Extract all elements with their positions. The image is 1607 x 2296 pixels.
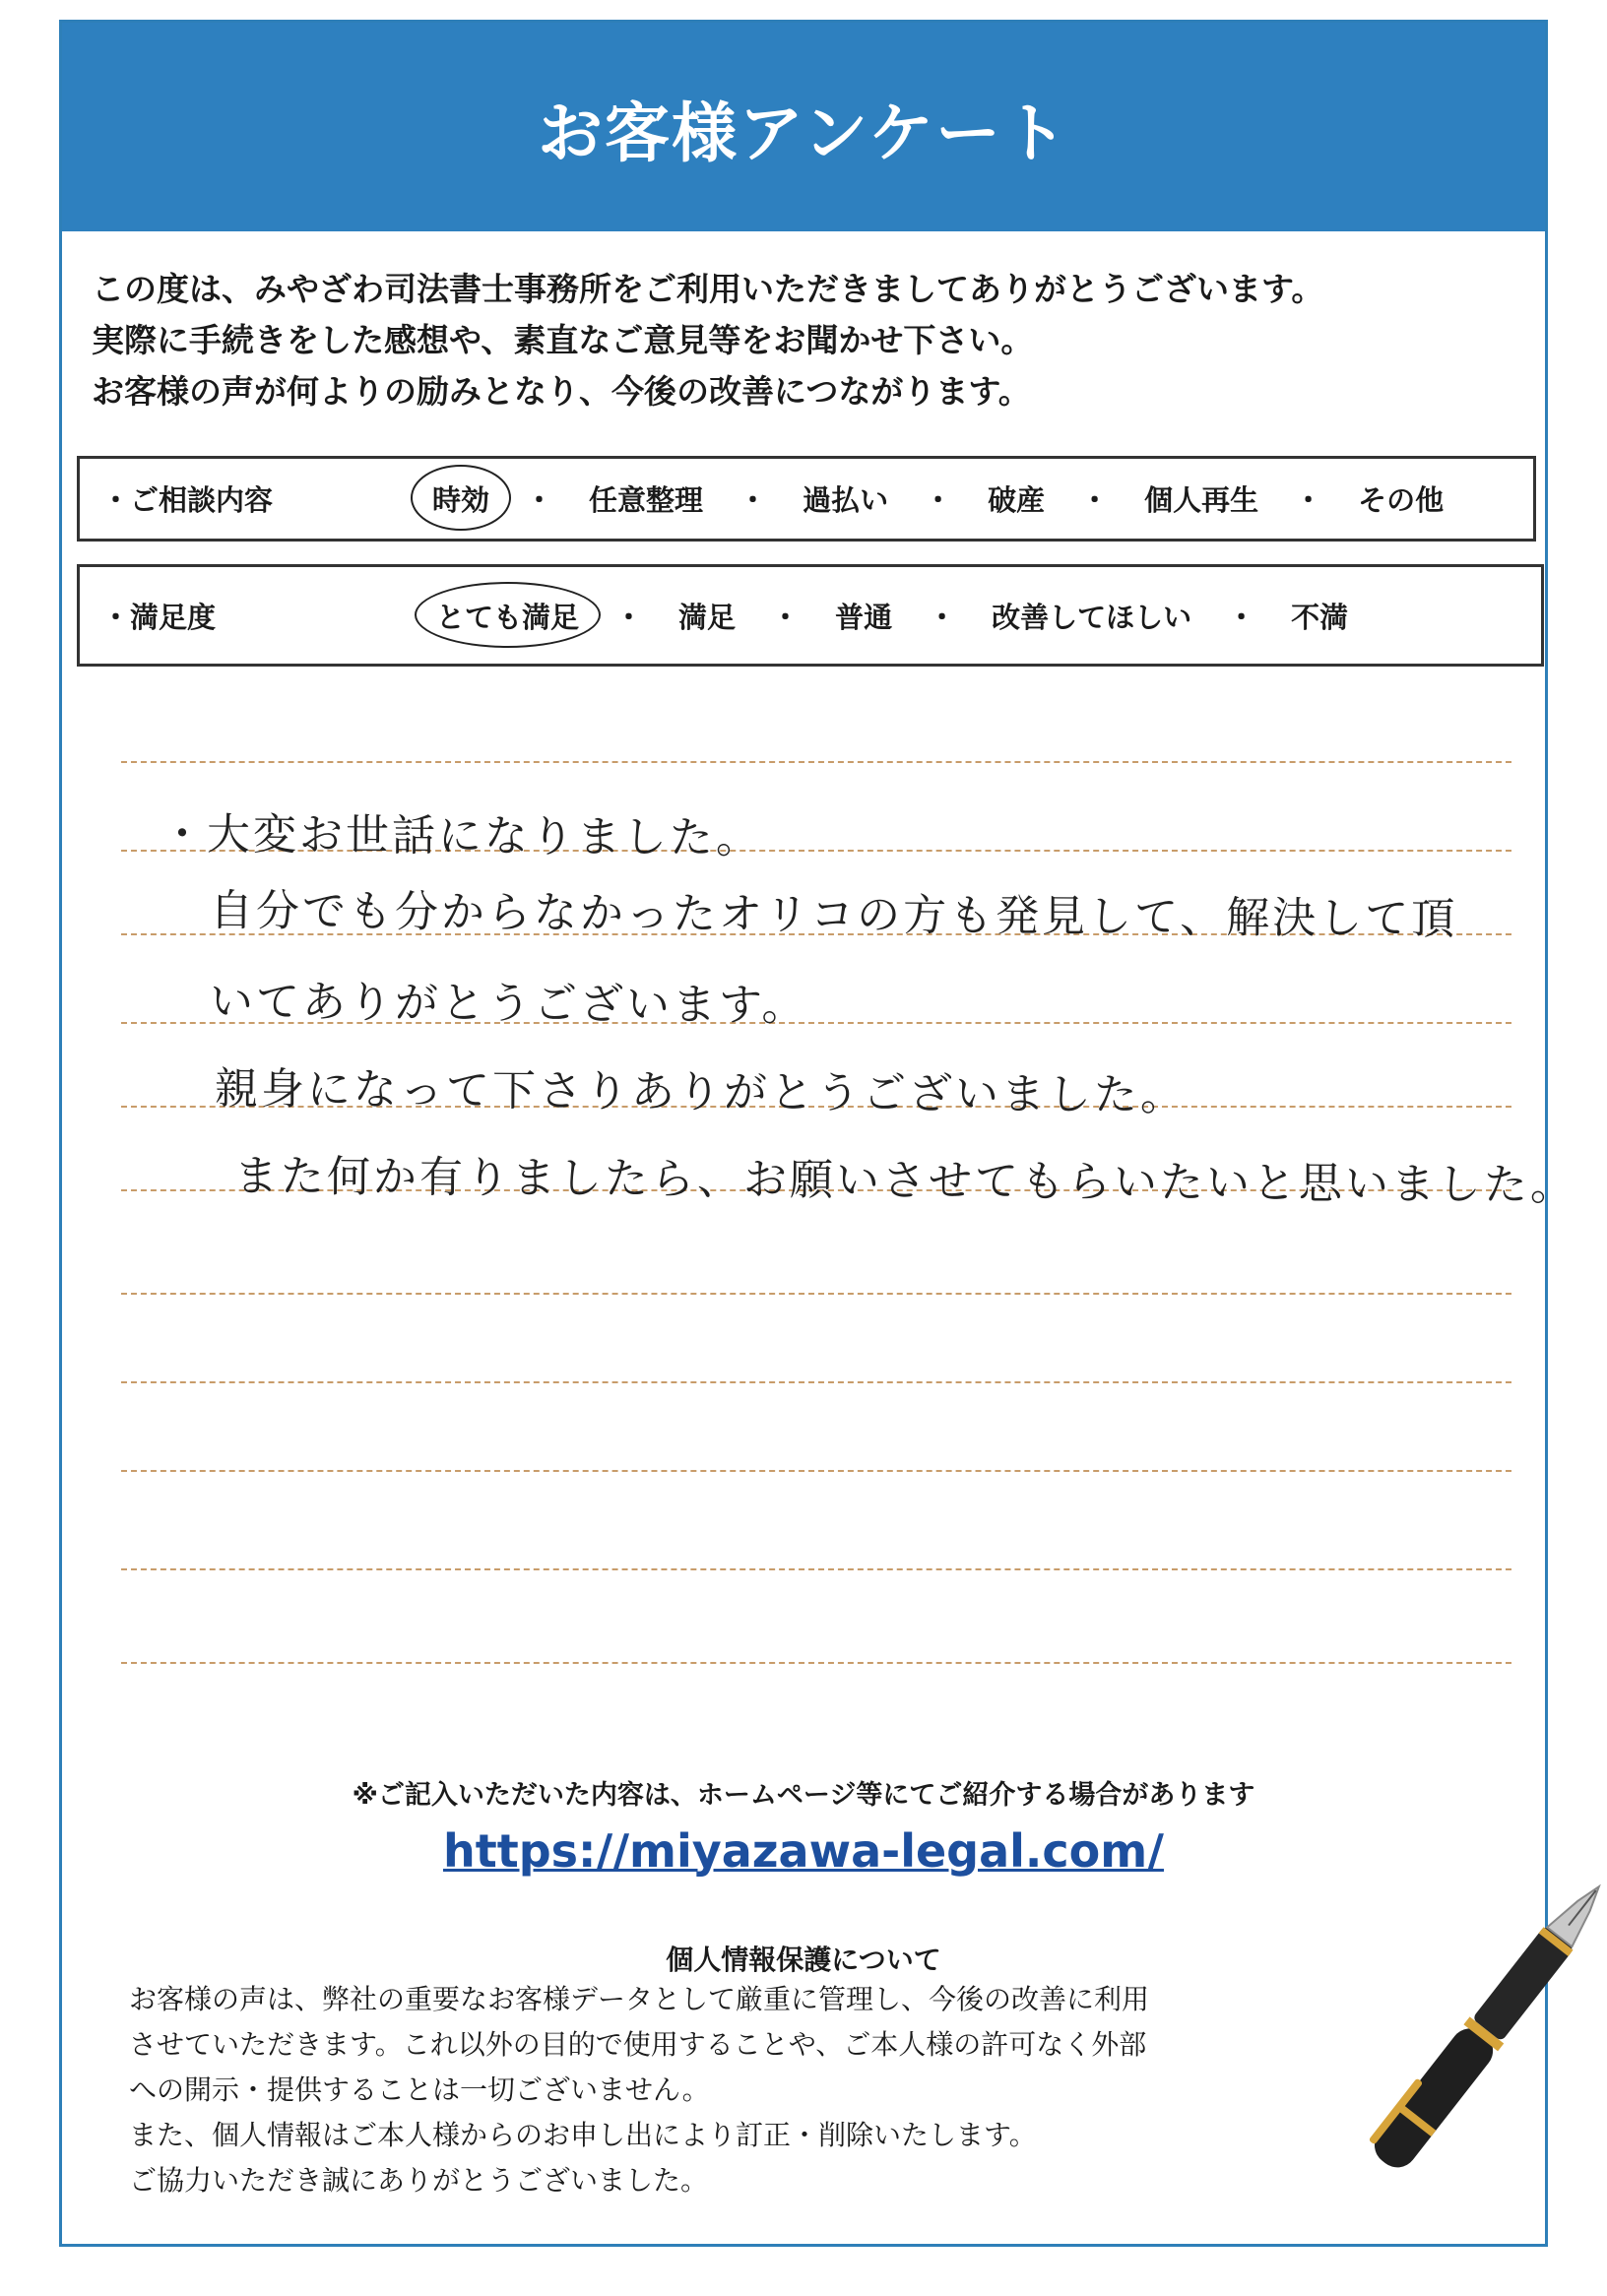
intro-line: お客様の声が何よりの励みとなり、今後の改善につながります。 [92,372,1031,411]
intro-text [92,264,1519,417]
header-banner [62,23,1545,231]
separator: ・ [525,483,554,517]
consultation-option-kabarai[interactable]: 過払い [803,483,889,517]
intro-line: この度は、みやざわ司法書士事務所をご利用いただきましてありがとうございます。 [92,270,1324,308]
consultation-field [77,456,1536,542]
ruled-line [121,1568,1511,1570]
privacy-text [129,1977,1261,2203]
consultation-option-nini-seiri[interactable]: 任意整理 [589,483,704,517]
satisfaction-option-very-satisfied[interactable]: とても満足 [426,596,589,636]
comment-line: 自分でも分からなかったオリコの方も発見して、解決して頂 [209,885,1458,945]
privacy-line: ご協力いただき誠にありがとうございました。 [129,2164,709,2197]
separator: ・ [739,483,768,517]
fountain-pen-icon [1362,1864,1607,2189]
page-title: お客様アンケート [537,95,1070,171]
separator: ・ [1227,600,1256,634]
comment-line: また何か有りましたら、お願いさせてもらいたいと思いました。 [233,1151,1577,1211]
privacy-line: への開示・提供することは一切ございません。 [129,2073,710,2106]
satisfaction-field [77,564,1544,667]
satisfaction-label: ・満足度 [101,600,217,634]
separator: ・ [1294,483,1323,517]
ruled-line [121,761,1511,763]
satisfaction-options [426,596,1358,636]
separator: ・ [1080,483,1110,517]
privacy-line: また、個人情報はご本人様からのお申し出により訂正・削除いたします。 [129,2119,1037,2151]
survey-form [59,20,1577,2247]
satisfaction-option-normal[interactable]: 普通 [835,600,893,634]
ruled-line [121,1293,1511,1295]
privacy-title: 個人情報保護について [666,1944,941,1976]
comment-line: 親身になって下さりありがとうございました。 [214,1063,1188,1121]
comment-line: いてありがとうございます。 [209,976,808,1032]
satisfaction-option-dissatisfied[interactable]: 不満 [1291,600,1349,634]
separator: ・ [614,600,644,634]
consultation-option-kojin-saisei[interactable]: 個人再生 [1144,483,1259,517]
separator: ・ [771,600,801,634]
consultation-option-sonota[interactable]: その他 [1358,483,1445,517]
ruled-line [121,1662,1511,1664]
satisfaction-option-satisfied[interactable]: 満足 [678,600,737,634]
separator: ・ [924,483,953,517]
intro-line: 実際に手続きをした感想や、素直なご意見等をお聞かせ下さい。 [92,321,1034,359]
separator: ・ [928,600,957,634]
consultation-option-jikou[interactable]: 時効 [422,478,499,519]
privacy-line: お客様の声は、弊社の重要なお客様データとして厳重に管理し、今後の改善に利用 [129,1983,1150,2015]
consultation-label: ・ご相談内容 [101,483,274,517]
comment-line: ・大変お世話になりました。 [160,808,763,864]
ruled-line [121,1470,1511,1472]
consultation-option-hasan[interactable]: 破産 [988,483,1046,517]
ruled-line [121,1381,1511,1383]
website-link-container [62,1824,1545,1878]
website-link[interactable]: https://miyazawa-legal.com/ [443,1824,1164,1878]
consultation-options [422,478,1453,519]
privacy-line: させていただきます。これ以外の目的で使用することや、ご本人様の許可なく外部 [129,2028,1147,2061]
satisfaction-option-needs-improvement[interactable]: 改善してほしい [992,600,1192,634]
publication-notice: ※ご記入いただいた内容は、ホームページ等にてご紹介する場合があります [352,1780,1255,1811]
